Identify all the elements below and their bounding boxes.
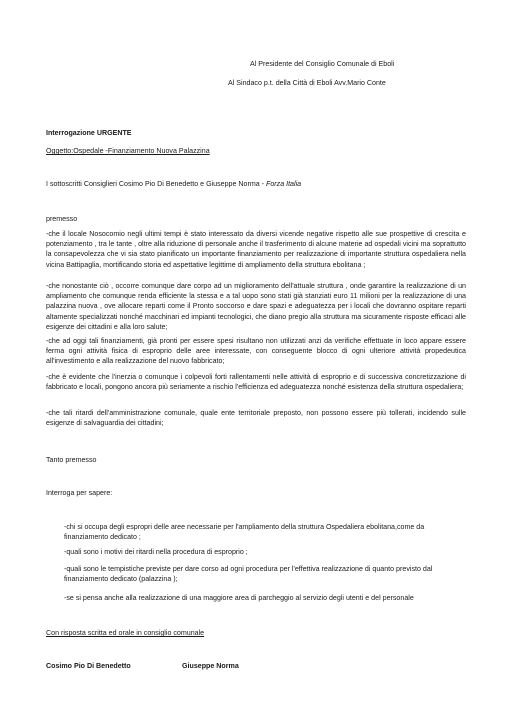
- party-name: Forza Italia: [266, 180, 302, 188]
- question-1: -chi si occupa degli espropri delle aree necessarie per l'ampliamento della struttura Ospedaliera ebolitana,come da finanziamento dedicato ;: [64, 523, 425, 542]
- reply-line: Con risposta scritta ed orale in consiglio comunale: [46, 629, 205, 637]
- intro-text: I sottoscritti Consiglieri Cosimo Pio Di Benedetto e Giuseppe Norma -: [46, 180, 266, 188]
- paragraph-2: -che nonostante ciò , occorre comunque dare corpo ad un miglioramento dell'attuale struttura , onde garantire la realizzazione di un ampliamento che comunque renda efficiente la stessa e a tal uopo sono stati già stanziati euro 11 milioni per la realizzazione di una palazzina nuova , ove allocare reparti come il Pronto soccorso e dare spazi e adeguatezza per i locali che dovranno ospitare reparti altamente specializzati nonché macchinari ed impianti tecnologici, che diano pregio alla struttura ma sicuramente risposte efficaci alle esigenze dei cittadini e alla loro salute;: [46, 282, 466, 331]
- interroga-label: Interroga per sapere:: [46, 489, 113, 497]
- question-3: -quali sono le tempistiche previste per dare corso ad ogni procedura per l'effettiva realizzazione di quanto previsto dal finanziamento dedicato (palazzina );: [64, 565, 433, 584]
- question-2: -quali sono i motivi dei ritardi nella procedura di esproprio ;: [64, 548, 248, 556]
- subject-line: Oggetto:Ospedale -Finanziamento Nuova Palazzina: [46, 147, 210, 155]
- recipient-line-2: Al Sindaco p.t. della Città di Eboli Avv.Mario Conte: [228, 79, 386, 87]
- tanto-premesso: Tanto premesso: [46, 456, 97, 464]
- question-4: -se si pensa anche alla realizzazione di una maggiore area di parcheggio al servizio degli utenti e del personale: [64, 594, 414, 602]
- signature-second: Giuseppe Norma: [182, 662, 239, 670]
- recipient-line-1: Al Presidente del Consiglio Comunale di Eboli: [250, 60, 395, 68]
- paragraph-5: -che tali ritardi dell'amministrazione comunale, quale ente territoriale preposto, non possono essere più tollerati, incidendo sulle esigenze di salvaguardia dei cittadini;: [46, 409, 466, 428]
- paragraph-3: -che ad oggi tali finanziamenti, già pronti per essere spesi risultano non utilizzati anzi da verifiche effettuate in loco appare essere ferma ogni attività fisica di esproprio delle aree interessate, con conseguente blocco di ogni ulteriore attività propedeutica all'investimento e alla realizzazione del nuovo fabbricato;: [46, 337, 466, 366]
- intro-line: [46, 179, 301, 189]
- paragraph-1: -che il locale Nosocomio negli ultimi tempi è stato interessato da diversi vicende negative rispetto alle sue prospettive di crescita e potenziamento , tra le tante , oltre alla riduzione di personale anche il trasferimento di alcune materie ad ospedali vicini ma soprattutto la consapevolezza che vi sia stato pianificato un importante finanziamento per realizzazione di importante struttura ospedaliera nella vicina Battipaglia, mortificando storia ed aspettative legittime di ampliamento della struttura ebolitana ;: [46, 230, 466, 269]
- document-heading: Interrogazione URGENTE: [46, 129, 132, 137]
- signature-first: Cosimo Pio Di Benedetto: [46, 662, 131, 670]
- premesso-label: premesso: [46, 215, 78, 223]
- paragraph-4: -che è evidente che l'inerzia o comunque i colpevoli forti rallentamenti nelle attività di esproprio e di successiva concretizzazione di fabbricato e locali, pongono ancora più seriamente a rischio l'efficienza ed adeguatezza nonché esistenza della struttura ospedaliera;: [46, 373, 466, 392]
